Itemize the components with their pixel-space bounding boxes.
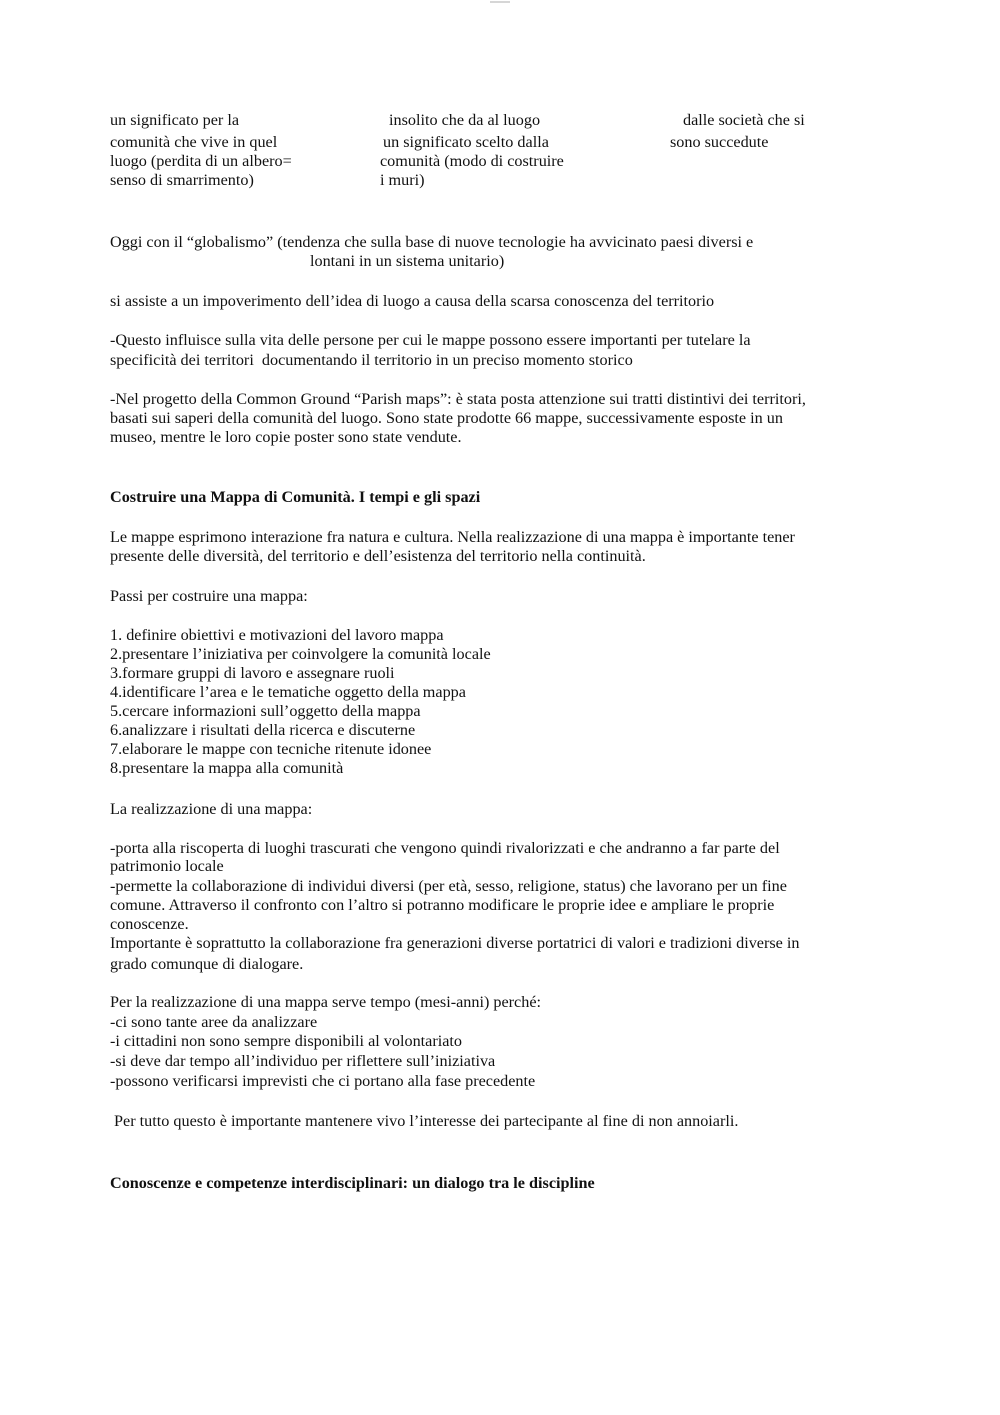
paragraph-line: grado comunque di dialogare. [110,955,304,973]
list-item: 1. definire obiettivi e motivazioni del lavoro mappa [110,626,444,644]
paragraph-line: -Questo influisce sulla vita delle persone per cui le mappe possono essere importanti per tutelare la [110,331,751,349]
column-2-line: comunità (modo di costruire [380,152,564,170]
paragraph-line: specificità dei territori documentando il territorio in un preciso momento storico [110,351,633,369]
paragraph-line: Per la realizzazione di una mappa serve tempo (mesi-anni) perché: [110,993,542,1011]
passi-intro: Passi per costruire una mappa: [110,587,308,605]
paragraph-line: lontani in un sistema unitario) [310,252,505,270]
section-heading: Costruire una Mappa di Comunità. I tempi e gli spazi [110,488,481,506]
paragraph-line: basati sui saperi della comunità del luogo. Sono state prodotte 66 mappe, successivamente esposte in un [110,409,783,427]
paragraph-line: patrimonio locale [110,857,224,875]
column-3-line: sono succedute [670,133,769,151]
column-1-line: comunità che vive in quel [110,133,278,151]
page-marker [490,1,510,3]
paragraph-line: -si deve dar tempo all’individuo per riflettere sull’iniziativa [110,1052,496,1070]
paragraph-line: -permette la collaborazione di individui diversi (per età, sesso, religione, status) che lavorano per un fine [110,877,787,895]
paragraph-line: Le mappe esprimono interazione fra natura e cultura. Nella realizzazione di una mappa è importante tener [110,528,795,546]
paragraph-line: Importante è soprattutto la collaborazione fra generazioni diverse portatrici di valori e tradizioni diverse in [110,934,800,952]
paragraph-line: museo, mentre le loro copie poster sono state vendute. [110,428,462,446]
paragraph-impoverimento: si assiste a un impoverimento dell’idea di luogo a causa della scarsa conoscenza del territorio [110,292,715,310]
list-item: 3.formare gruppi di lavoro e assegnare ruoli [110,664,395,682]
list-item: 7.elaborare le mappe con tecniche ritenute idonee [110,740,432,758]
column-1-line: un significato per la [110,111,240,129]
paragraph-line: -ci sono tante aree da analizzare [110,1013,318,1031]
column-2-line: insolito che da al luogo [389,111,541,129]
paragraph-line: conoscenze. [110,915,189,933]
paragraph-conclusione: Per tutto questo è importante mantenere vivo l’interesse dei partecipante al fine di non annoiarli. [110,1112,739,1130]
paragraph-line: Oggi con il “globalismo” (tendenza che sulla base di nuove tecnologie ha avvicinato paesi diversi e [110,233,754,251]
column-1-line: luogo (perdita di un albero= [110,152,292,170]
list-item: 8.presentare la mappa alla comunità [110,759,344,777]
list-item: 4.identificare l’area e le tematiche oggetto della mappa [110,683,466,701]
paragraph-line: -porta alla riscoperta di luoghi trascurati che vengono quindi rivalorizzati e che andranno a far parte del [110,839,780,857]
section-heading: Conoscenze e competenze interdisciplinari: un dialogo tra le discipline [110,1174,595,1192]
column-2-line: un significato scelto dalla [383,133,549,151]
column-1-line: senso di smarrimento) [110,171,254,189]
column-2-line: i muri) [380,171,425,189]
paragraph-line: presente delle diversità, del territorio e dell’esistenza del territorio nella continuità. [110,547,646,565]
list-item: 2.presentare l’iniziativa per coinvolgere la comunità locale [110,645,491,663]
paragraph-line: -possono verificarsi imprevisti che ci portano alla fase precedente [110,1072,536,1090]
paragraph-line: -i cittadini non sono sempre disponibili al volontariato [110,1032,463,1050]
column-3-line: dalle società che si [683,111,805,129]
paragraph-line: comune. Attraverso il confronto con l’altro si potranno modificare le proprie idee e ampliare le proprie [110,896,775,914]
realizzazione-intro: La realizzazione di una mappa: [110,800,313,818]
list-item: 5.cercare informazioni sull’oggetto della mappa [110,702,421,720]
paragraph-line: -Nel progetto della Common Ground “Parish maps”: è stata posta attenzione sui tratti distintivi dei territori, [110,390,806,408]
list-item: 6.analizzare i risultati della ricerca e discuterne [110,721,416,739]
